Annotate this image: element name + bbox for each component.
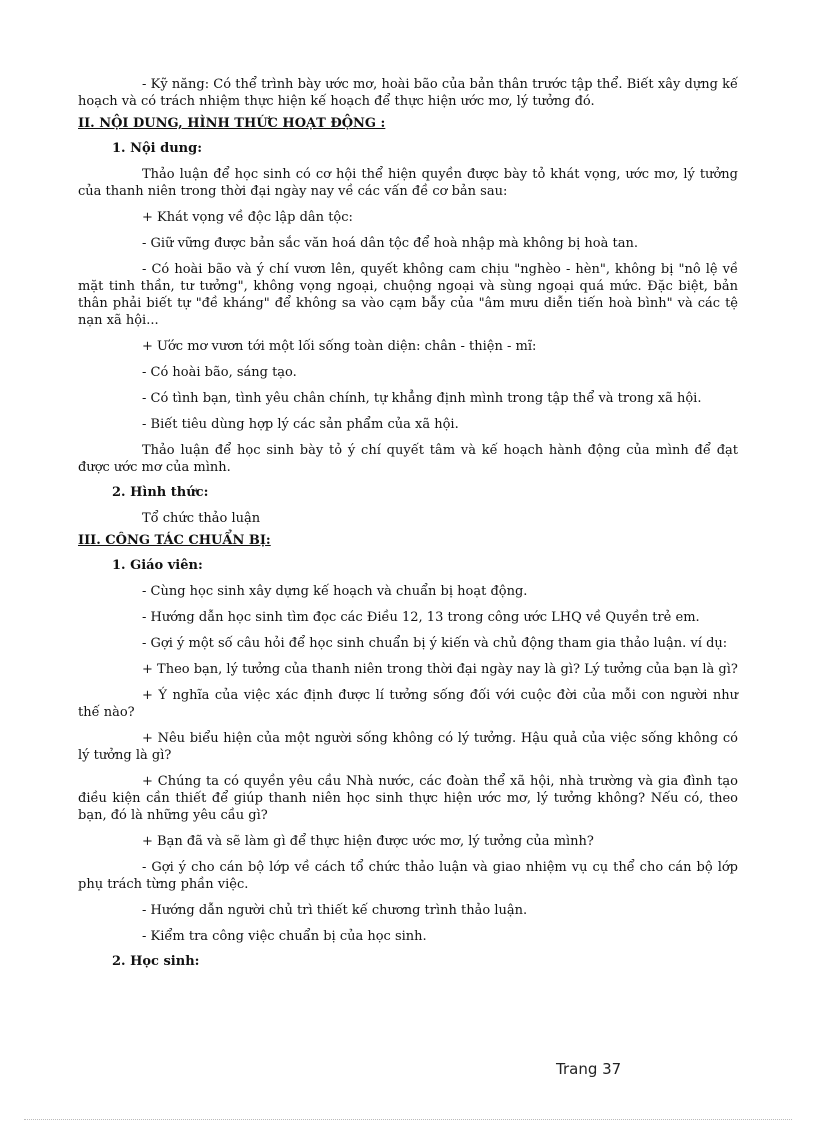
list-item: + Bạn đã và sẽ làm gì để thực hiện được ước mơ, lý tưởng của mình? (142, 834, 594, 849)
document-body (78, 76, 738, 970)
list-item: + Ước mơ vươn tới một lối sống toàn diện: chân - thiện - mĩ: (142, 339, 537, 354)
list-item: - Kiểm tra công việc chuẩn bị của học sinh. (142, 929, 427, 944)
list-item: + Nêu biểu hiện của một người sống không có lý tưởng. Hậu quả của việc sống không có lý tưởng là gì? (78, 731, 738, 763)
subheading-content: 1. Nội dung: (112, 141, 202, 156)
section-heading-content-form: II. NỘI DUNG, HÌNH THỨC HOẠT ĐỘNG : (78, 116, 386, 131)
section-heading-preparation: III. CÔNG TÁC CHUẨN BỊ: (78, 533, 271, 548)
list-item: - Gợi ý cho cán bộ lớp về cách tổ chức thảo luận và giao nhiệm vụ cụ thể cho cán bộ lớp phụ trách từng phần việc. (78, 860, 738, 892)
list-item: - Có hoài bão và ý chí vươn lên, quyết không cam chịu "nghèo - hèn", không bị "nô lệ về mặt tinh thần, tư tưởng", không vọng ngoại, chuộng ngoại và sùng ngoại quá mức. Đặc biệt, bản thân phải biết tự "đề kháng" để không sa vào cạm bẫy của "âm mưu diễn tiến hoà bình" và các tệ nạn xã hội... (78, 262, 738, 328)
body-paragraph: Thảo luận để học sinh bày tỏ ý chí quyết tâm và kế hoạch hành động của mình để đạt được ước mơ của mình. (78, 443, 738, 475)
skill-objective-paragraph: - Kỹ năng: Có thể trình bày ước mơ, hoài bão của bản thân trước tập thể. Biết xây dựng kế hoạch và có trách nhiệm thực hiện kế hoạch để thực hiện ước mơ, lý tưởng đó. (78, 77, 738, 109)
list-item: - Cùng học sinh xây dựng kế hoạch và chuẩn bị hoạt động. (142, 584, 528, 599)
body-paragraph: Thảo luận để học sinh có cơ hội thể hiện quyền được bày tỏ khát vọng, ước mơ, lý tưởng của thanh niên trong thời đại ngày nay về các vấn đề cơ bản sau: (78, 167, 738, 199)
list-item: - Hướng dẫn học sinh tìm đọc các Điều 12, 13 trong công ước LHQ về Quyền trẻ em. (142, 610, 700, 625)
list-item: + Theo bạn, lý tưởng của thanh niên trong thời đại ngày nay là gì? Lý tưởng của bạn là gì? (142, 662, 738, 677)
list-item: + Chúng ta có quyền yêu cầu Nhà nước, các đoàn thể xã hội, nhà trường và gia đình tạo điều kiện cần thiết để giúp thanh niên học sinh thực hiện ước mơ, lý tưởng không? Nếu có, theo bạn, đó là những yêu cầu gì? (78, 774, 738, 823)
list-item: - Hướng dẫn người chủ trì thiết kế chương trình thảo luận. (142, 903, 528, 918)
subheading-teacher: 1. Giáo viên: (112, 558, 203, 573)
list-item: - Gợi ý một số câu hỏi để học sinh chuẩn bị ý kiến và chủ động tham gia thảo luận. ví dụ: (142, 636, 728, 651)
page-bottom-divider (24, 1119, 792, 1120)
list-item: - Có hoài bão, sáng tạo. (142, 365, 297, 380)
list-item: + Khát vọng về độc lập dân tộc: (142, 210, 353, 225)
list-item: - Giữ vững được bản sắc văn hoá dân tộc để hoà nhập mà không bị hoà tan. (142, 236, 638, 251)
list-item: + Ý nghĩa của việc xác định được lí tưởng sống đối với cuộc đời của mỗi con người như thế nào? (78, 688, 738, 720)
list-item: - Biết tiêu dùng hợp lý các sản phẩm của xã hội. (142, 417, 459, 432)
body-paragraph: Tổ chức thảo luận (142, 511, 261, 526)
list-item: - Có tình bạn, tình yêu chân chính, tự khẳng định mình trong tập thể và trong xã hội. (142, 391, 702, 406)
page-number: Trang 37 (556, 1060, 622, 1078)
subheading-form: 2. Hình thức: (112, 485, 209, 500)
subheading-students: 2. Học sinh: (112, 954, 200, 969)
